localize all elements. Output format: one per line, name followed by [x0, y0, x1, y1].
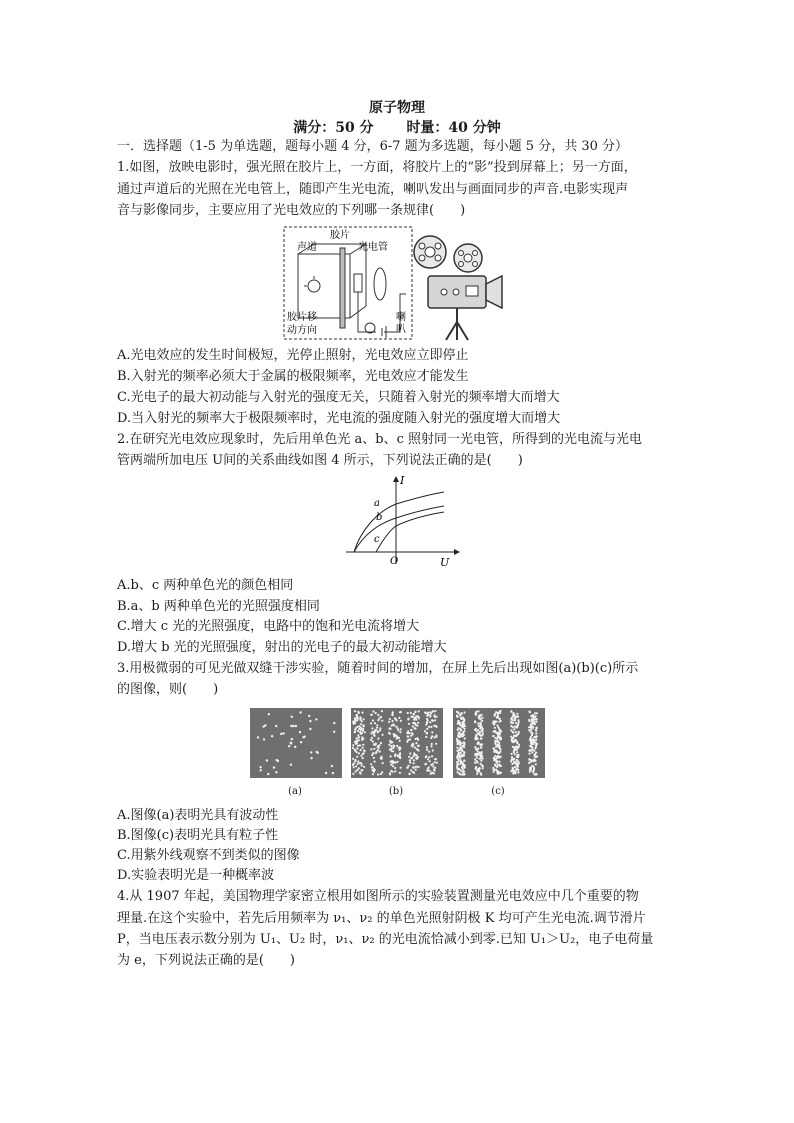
iu-graph	[336, 472, 466, 570]
q1-option-a: A.光电效应的发生时间极短，光停止照射，光电效应立即停止	[117, 348, 469, 363]
curve-label: a	[374, 498, 380, 509]
time-limit: 时量：40 分钟	[406, 120, 501, 136]
projector-figure	[280, 224, 520, 342]
phototube-label: 光电管	[358, 242, 388, 253]
curve-label: c	[374, 534, 380, 545]
film-label: 胶片	[330, 230, 350, 241]
speaker-label: 喇	[396, 312, 406, 323]
q1-option-d: D.当入射光的频率大于极限频率时，光电流的强度随入射光的强度增大而增大	[117, 411, 561, 426]
exam-info	[0, 117, 794, 137]
q3-option-b: B.图像(c)表明光具有粒子性	[117, 828, 279, 843]
x-axis-label: U	[440, 556, 450, 569]
q3-option-c: C.用紫外线观察不到类似的图像	[117, 848, 300, 863]
q2-stem-line: 管两端所加电压 U间的关系曲线如图 4 所示，下列说法正确的是( )	[117, 453, 523, 468]
caption-a: (a)	[288, 786, 302, 797]
film-move-label: 动方向	[287, 325, 317, 336]
q2-option-a: A.b、c 两种单色光的颜色相同	[117, 578, 294, 593]
q4-stem-line: P，当电压表示数分别为 U₁、U₂ 时，ν₁、ν₂ 的光电流恰减小到零.已知 U₁＞U₂，电子电荷量	[117, 932, 654, 947]
interference-patterns	[250, 708, 546, 778]
q1-option-b: B.入射光的频率必须大于金属的极限频率，光电效应才能发生	[117, 369, 469, 384]
q2-option-b: B.a、b 两种单色光的光照强度相同	[117, 599, 320, 614]
q2-stem-line: 2.在研究光电效应现象时，先后用单色光 a、b、c 照射同一光电管，所得到的光电流与光电	[117, 432, 643, 447]
q4-stem-line: 4.从 1907 年起，美国物理学家密立根用如图所示的实验装置测量光电效应中几个重要的物	[117, 889, 639, 904]
q2-option-d: D.增大 b 光的光照强度，射出的光电子的最大初动能增大	[117, 640, 447, 655]
page-title: 原子物理	[369, 100, 425, 116]
caption-b: (b)	[388, 786, 404, 797]
q3-stem-line: 的图像，则( )	[117, 682, 219, 697]
q4-stem-line: 为 e，下列说法正确的是( )	[117, 953, 295, 968]
projector-icon	[414, 236, 502, 340]
q1-stem-line: 通过声道后的光照在光电管上，随即产生光电流，喇叭发出与画面同步的声音.电影实现声	[117, 182, 629, 197]
film-move-label: 胶片移	[287, 312, 317, 323]
pattern-a	[250, 708, 342, 778]
soundtrack-label: 声道	[297, 242, 317, 253]
origin-label: O	[390, 556, 399, 567]
q4-stem-line: 理量.在这个实验中，若先后用频率为 ν₁、ν₂ 的单色光照射阴极 K 均可产生光电流.调节滑片	[117, 911, 646, 926]
y-axis-label: I	[400, 474, 405, 487]
curve-label: b	[376, 512, 383, 523]
q1-stem-line: 音与影像同步，主要应用了光电效应的下列哪一条规律( )	[117, 203, 466, 218]
q3-option-a: A.图像(a)表明光具有波动性	[117, 808, 279, 823]
q2-option-c: C.增大 c 光的光照强度，电路中的饱和光电流将增大	[117, 619, 420, 634]
q3-stem-line: 3.用极微弱的可见光做双缝干涉实验，随着时间的增加，在屏上先后出现如图(a)(b)(c)所示	[117, 661, 639, 676]
caption-c: (c)	[491, 786, 505, 797]
q3-option-d: D.实验表明光是一种概率波	[117, 868, 275, 883]
speaker-label: 叭	[396, 324, 406, 335]
full-score: 满分：50 分	[293, 120, 374, 136]
q1-option-c: C.光电子的最大初动能与入射光的强度无关，只随着入射光的频率增大而增大	[117, 390, 560, 405]
section-heading: 一．选择题（1-5 为单选题，题每小题 4 分，6-7 题为多选题，每小题 5 分，共 30 分）	[117, 139, 629, 154]
q1-stem-line: 1.如图，放映电影时，强光照在胶片上，一方面，将胶片上的“影”投到屏幕上；另一方面，	[117, 160, 637, 175]
